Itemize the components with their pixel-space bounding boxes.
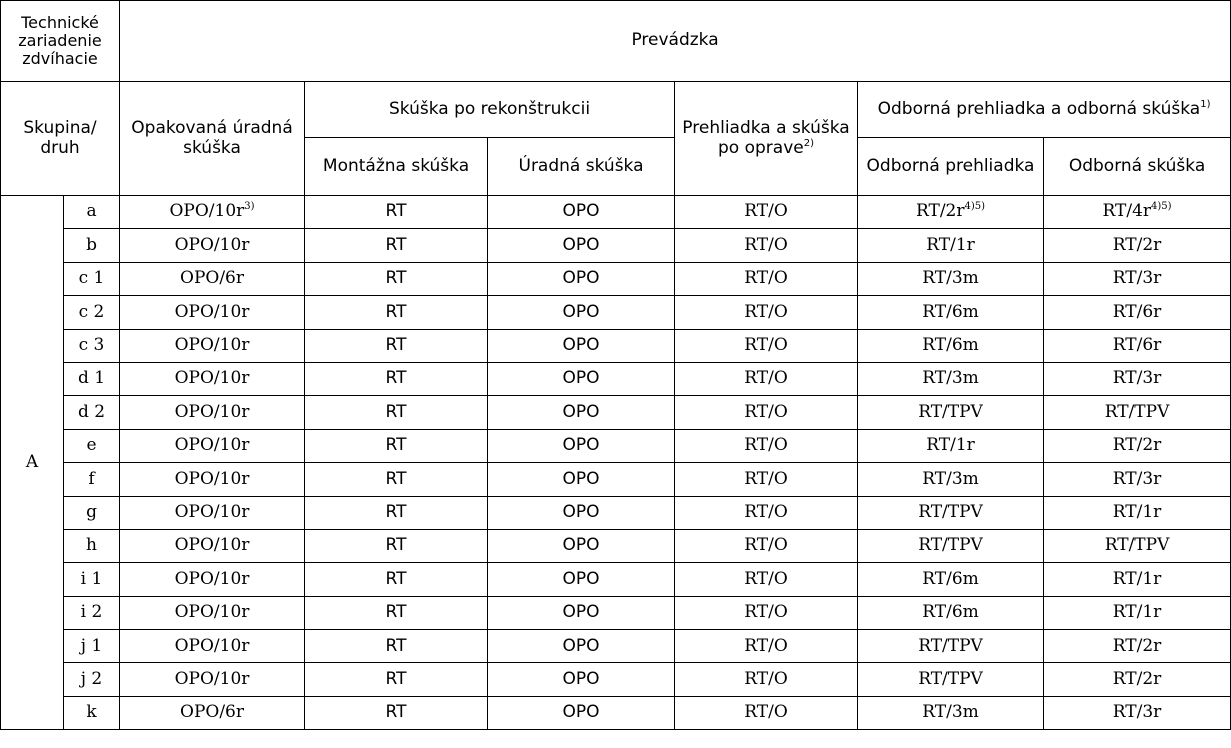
type-cell-value: c 3 bbox=[78, 334, 105, 355]
group-cell: A bbox=[1, 196, 64, 730]
test-cell bbox=[1044, 563, 1231, 596]
header-assembly-test: Montážna skúška bbox=[305, 138, 488, 196]
assembly-test-cell-value: RT bbox=[385, 368, 407, 389]
test-cell-value: RT/3r bbox=[1112, 468, 1162, 489]
repair-cell-value: RT/O bbox=[744, 401, 788, 422]
repeated-test-cell bbox=[120, 362, 305, 395]
repeated-test-cell bbox=[120, 696, 305, 729]
repair-cell-value: RT/O bbox=[744, 301, 788, 322]
repeated-test-cell bbox=[120, 262, 305, 295]
repeated-test-cell-value: OPO/10r bbox=[174, 535, 250, 556]
inspection-cell bbox=[858, 563, 1044, 596]
assembly-test-cell-value: RT bbox=[385, 568, 407, 589]
inspection-cell-value: RT/2r bbox=[915, 201, 965, 222]
assembly-test-cell-value: RT bbox=[385, 602, 407, 623]
inspection-cell bbox=[858, 463, 1044, 496]
repair-cell bbox=[675, 362, 858, 395]
table-row bbox=[1, 262, 1231, 295]
repeated-test-cell-value: OPO/6r bbox=[180, 702, 244, 723]
repair-cell bbox=[675, 496, 858, 529]
test-cell-value: RT/1r bbox=[1112, 568, 1162, 589]
inspection-cell bbox=[858, 429, 1044, 462]
assembly-test-cell bbox=[305, 396, 488, 429]
test-cell bbox=[1044, 362, 1231, 395]
type-cell-value: b bbox=[86, 234, 97, 255]
inspection-cell-value: RT/6m bbox=[922, 568, 979, 589]
inspection-cell bbox=[858, 630, 1044, 663]
table-row bbox=[1, 196, 1231, 229]
repair-cell bbox=[675, 630, 858, 663]
repeated-test-cell bbox=[120, 630, 305, 663]
type-cell bbox=[64, 262, 120, 295]
test-cell-value: RT/6r bbox=[1112, 301, 1162, 322]
repair-cell-value: RT/O bbox=[744, 368, 788, 389]
repeated-test-cell bbox=[120, 596, 305, 629]
table-row bbox=[1, 663, 1231, 696]
test-cell bbox=[1044, 196, 1231, 229]
test-cell bbox=[1044, 696, 1231, 729]
repair-cell bbox=[675, 196, 858, 229]
table-row bbox=[1, 362, 1231, 395]
header-group-type: Skupina/ druh bbox=[1, 82, 120, 196]
header-professional-test: Odborná skúška bbox=[1044, 138, 1231, 196]
assembly-test-cell-value: RT bbox=[385, 635, 407, 656]
repeated-test-cell-value: OPO/6r bbox=[180, 268, 244, 289]
table-row bbox=[1, 496, 1231, 529]
footnote-ref: 2) bbox=[803, 137, 814, 149]
type-cell-value: k bbox=[86, 702, 97, 723]
test-cell-value: RT/6r bbox=[1112, 334, 1162, 355]
type-cell-value: d 2 bbox=[77, 401, 106, 422]
test-cell bbox=[1044, 296, 1231, 329]
inspection-cell bbox=[858, 362, 1044, 395]
official-test-cell bbox=[488, 196, 675, 229]
type-cell bbox=[64, 362, 120, 395]
repeated-test-cell bbox=[120, 529, 305, 562]
assembly-test-cell bbox=[305, 630, 488, 663]
assembly-test-cell bbox=[305, 696, 488, 729]
inspection-cell bbox=[858, 496, 1044, 529]
repair-cell bbox=[675, 563, 858, 596]
inspection-cell-value: RT/3m bbox=[922, 468, 979, 489]
inspection-cell bbox=[858, 529, 1044, 562]
inspection-cell-value: RT/TPV bbox=[918, 535, 983, 556]
repeated-test-cell-value: OPO/10r bbox=[174, 234, 250, 255]
header-professional-group-label: Odborná prehliadka a odborná skúška bbox=[877, 98, 1201, 119]
assembly-test-cell-value: RT bbox=[385, 702, 407, 723]
table-row bbox=[1, 429, 1231, 462]
repeated-test-cell bbox=[120, 396, 305, 429]
inspection-cell-value: RT/TPV bbox=[918, 635, 983, 656]
type-cell bbox=[64, 529, 120, 562]
assembly-test-cell bbox=[305, 663, 488, 696]
inspection-cell bbox=[858, 229, 1044, 262]
assembly-test-cell-value: RT bbox=[385, 268, 407, 289]
type-cell bbox=[64, 696, 120, 729]
official-test-cell-value: OPO bbox=[562, 201, 600, 222]
repeated-test-cell-value: OPO/10r bbox=[174, 368, 250, 389]
table-row bbox=[1, 563, 1231, 596]
assembly-test-cell bbox=[305, 496, 488, 529]
test-cell-value: RT/1r bbox=[1112, 602, 1162, 623]
official-test-cell bbox=[488, 663, 675, 696]
official-test-cell-value: OPO bbox=[562, 368, 600, 389]
assembly-test-cell-value: RT bbox=[385, 501, 407, 522]
table-row bbox=[1, 463, 1231, 496]
footnote-ref: 3) bbox=[244, 201, 255, 213]
repeated-test-cell bbox=[120, 229, 305, 262]
repair-cell bbox=[675, 596, 858, 629]
repeated-test-cell bbox=[120, 296, 305, 329]
assembly-test-cell-value: RT bbox=[385, 668, 407, 689]
repeated-test-cell-value: OPO/10r bbox=[174, 602, 250, 623]
official-test-cell bbox=[488, 429, 675, 462]
test-cell bbox=[1044, 529, 1231, 562]
assembly-test-cell-value: RT bbox=[385, 535, 407, 556]
official-test-cell bbox=[488, 262, 675, 295]
inspection-cell bbox=[858, 296, 1044, 329]
inspection-cell bbox=[858, 329, 1044, 362]
test-cell bbox=[1044, 262, 1231, 295]
official-test-cell-value: OPO bbox=[562, 268, 600, 289]
footnote-ref: 4)5) bbox=[964, 201, 986, 213]
official-test-cell-value: OPO bbox=[562, 635, 600, 656]
table-row bbox=[1, 396, 1231, 429]
type-cell-value: c 1 bbox=[78, 268, 105, 289]
type-cell-value: a bbox=[86, 201, 97, 222]
repair-cell bbox=[675, 329, 858, 362]
inspection-cell-value: RT/1r bbox=[926, 435, 975, 456]
assembly-test-cell bbox=[305, 596, 488, 629]
table-row bbox=[1, 630, 1231, 663]
table-row bbox=[1, 696, 1231, 729]
type-cell-value: h bbox=[86, 535, 97, 556]
official-test-cell-value: OPO bbox=[562, 535, 600, 556]
repair-cell bbox=[675, 396, 858, 429]
official-test-cell-value: OPO bbox=[562, 401, 600, 422]
official-test-cell-value: OPO bbox=[562, 501, 600, 522]
test-cell bbox=[1044, 630, 1231, 663]
inspection-cell bbox=[858, 596, 1044, 629]
inspection-cell-value: RT/TPV bbox=[918, 401, 983, 422]
repair-cell-value: RT/O bbox=[744, 435, 788, 456]
test-cell bbox=[1044, 229, 1231, 262]
test-cell bbox=[1044, 429, 1231, 462]
type-cell bbox=[64, 429, 120, 462]
type-cell-value: d 1 bbox=[77, 368, 106, 389]
inspection-cell-value: RT/TPV bbox=[918, 668, 983, 689]
assembly-test-cell-value: RT bbox=[385, 334, 407, 355]
repair-cell bbox=[675, 229, 858, 262]
official-test-cell-value: OPO bbox=[562, 602, 600, 623]
official-test-cell bbox=[488, 396, 675, 429]
type-cell bbox=[64, 630, 120, 663]
assembly-test-cell-value: RT bbox=[385, 301, 407, 322]
inspection-cell-value: RT/3m bbox=[922, 702, 979, 723]
repeated-test-cell-value: OPO/10r bbox=[174, 501, 250, 522]
repair-cell-value: RT/O bbox=[744, 702, 788, 723]
repeated-test-cell-value: OPO/10r bbox=[174, 635, 250, 656]
type-cell-value: j 2 bbox=[80, 668, 103, 689]
footnote-ref: 1) bbox=[1200, 98, 1211, 110]
type-cell bbox=[64, 196, 120, 229]
official-test-cell-value: OPO bbox=[562, 702, 600, 723]
inspection-cell bbox=[858, 262, 1044, 295]
repeated-test-cell-value: OPO/10r bbox=[174, 334, 250, 355]
type-cell-value: j 1 bbox=[80, 635, 103, 656]
repeated-test-cell-value: OPO/10r bbox=[174, 668, 250, 689]
repeated-test-cell bbox=[120, 663, 305, 696]
repair-cell bbox=[675, 262, 858, 295]
test-cell-value: RT/3r bbox=[1112, 702, 1162, 723]
footnote-ref: 4)5) bbox=[1151, 201, 1172, 213]
inspection-cell bbox=[858, 196, 1044, 229]
test-cell-value: RT/2r bbox=[1112, 635, 1162, 656]
test-cell-value: RT/3r bbox=[1112, 368, 1162, 389]
assembly-test-cell bbox=[305, 463, 488, 496]
assembly-test-cell bbox=[305, 262, 488, 295]
header-operation: Prevádzka bbox=[120, 1, 1231, 82]
test-cell-value: RT/TPV bbox=[1104, 535, 1170, 556]
official-test-cell bbox=[488, 696, 675, 729]
header-professional-group bbox=[858, 82, 1231, 138]
type-cell bbox=[64, 329, 120, 362]
repair-cell-value: RT/O bbox=[744, 501, 788, 522]
repeated-test-cell-value: OPO/10r bbox=[169, 201, 245, 222]
type-cell-value: e bbox=[86, 435, 97, 456]
official-test-cell-value: OPO bbox=[562, 435, 600, 456]
assembly-test-cell-value: RT bbox=[385, 468, 407, 489]
test-cell-value: RT/2r bbox=[1112, 234, 1162, 255]
type-cell-value: c 2 bbox=[78, 301, 105, 322]
assembly-test-cell-value: RT bbox=[385, 401, 407, 422]
official-test-cell bbox=[488, 596, 675, 629]
type-cell-value: i 2 bbox=[80, 602, 103, 623]
repeated-test-cell-value: OPO/10r bbox=[174, 401, 250, 422]
repair-cell-value: RT/O bbox=[744, 334, 788, 355]
table-row bbox=[1, 329, 1231, 362]
assembly-test-cell-value: RT bbox=[385, 435, 407, 456]
official-test-cell bbox=[488, 296, 675, 329]
repair-cell bbox=[675, 663, 858, 696]
inspection-cell-value: RT/6m bbox=[922, 602, 979, 623]
repeated-test-cell-value: OPO/10r bbox=[174, 468, 250, 489]
table-row bbox=[1, 596, 1231, 629]
type-cell bbox=[64, 563, 120, 596]
test-cell-value: RT/4r bbox=[1102, 201, 1152, 222]
official-test-cell-value: OPO bbox=[562, 568, 600, 589]
assembly-test-cell bbox=[305, 196, 488, 229]
header-repeated-test: Opakovaná úradná skúška bbox=[120, 82, 305, 196]
repair-cell-value: RT/O bbox=[744, 568, 788, 589]
official-test-cell-value: OPO bbox=[562, 301, 600, 322]
assembly-test-cell bbox=[305, 362, 488, 395]
official-test-cell-value: OPO bbox=[562, 468, 600, 489]
header-inspection-after-repair-label: Prehliadka a skúška po oprave bbox=[682, 117, 850, 158]
type-cell bbox=[64, 596, 120, 629]
assembly-test-cell bbox=[305, 296, 488, 329]
repeated-test-cell bbox=[120, 196, 305, 229]
type-cell bbox=[64, 229, 120, 262]
repair-cell-value: RT/O bbox=[744, 201, 788, 222]
inspection-cell bbox=[858, 396, 1044, 429]
repeated-test-cell bbox=[120, 329, 305, 362]
table-row bbox=[1, 529, 1231, 562]
test-cell-value: RT/TPV bbox=[1104, 401, 1170, 422]
type-cell-value: g bbox=[86, 501, 97, 522]
assembly-test-cell-value: RT bbox=[385, 201, 407, 222]
test-cell bbox=[1044, 596, 1231, 629]
repair-cell bbox=[675, 463, 858, 496]
test-cell bbox=[1044, 663, 1231, 696]
repair-cell-value: RT/O bbox=[744, 234, 788, 255]
inspection-cell-value: RT/6m bbox=[922, 301, 979, 322]
official-test-cell bbox=[488, 362, 675, 395]
official-test-cell bbox=[488, 496, 675, 529]
header-tech-device: Technické zariadenie zdvíhacie bbox=[1, 1, 120, 82]
official-test-cell-value: OPO bbox=[562, 334, 600, 355]
official-test-cell-value: OPO bbox=[562, 234, 600, 255]
test-cell-value: RT/2r bbox=[1112, 435, 1162, 456]
assembly-test-cell bbox=[305, 529, 488, 562]
type-cell bbox=[64, 663, 120, 696]
test-cell-value: RT/3r bbox=[1112, 268, 1162, 289]
repair-cell-value: RT/O bbox=[744, 535, 788, 556]
test-cell bbox=[1044, 396, 1231, 429]
repair-cell-value: RT/O bbox=[744, 635, 788, 656]
inspection-cell bbox=[858, 663, 1044, 696]
repair-cell-value: RT/O bbox=[744, 668, 788, 689]
assembly-test-cell bbox=[305, 429, 488, 462]
official-test-cell bbox=[488, 229, 675, 262]
inspection-cell-value: RT/3m bbox=[922, 268, 979, 289]
assembly-test-cell bbox=[305, 563, 488, 596]
inspection-cell-value: RT/3m bbox=[922, 368, 979, 389]
repair-cell-value: RT/O bbox=[744, 602, 788, 623]
repeated-test-cell bbox=[120, 563, 305, 596]
repeated-test-cell-value: OPO/10r bbox=[174, 435, 250, 456]
inspection-cell-value: RT/6m bbox=[922, 334, 979, 355]
assembly-test-cell bbox=[305, 229, 488, 262]
repeated-test-cell bbox=[120, 496, 305, 529]
test-cell bbox=[1044, 496, 1231, 529]
type-cell bbox=[64, 496, 120, 529]
official-test-cell bbox=[488, 563, 675, 596]
type-cell-value: i 1 bbox=[80, 568, 103, 589]
type-cell-value: f bbox=[88, 468, 95, 489]
header-official-test: Úradná skúška bbox=[488, 138, 675, 196]
repair-cell bbox=[675, 296, 858, 329]
header-professional-inspection: Odborná prehliadka bbox=[858, 138, 1044, 196]
type-cell bbox=[64, 396, 120, 429]
repair-cell bbox=[675, 529, 858, 562]
repeated-test-cell-value: OPO/10r bbox=[174, 568, 250, 589]
test-cell-value: RT/2r bbox=[1112, 668, 1162, 689]
test-cell bbox=[1044, 463, 1231, 496]
repeated-test-cell bbox=[120, 463, 305, 496]
official-test-cell-value: OPO bbox=[562, 668, 600, 689]
header-inspection-after-repair bbox=[675, 82, 858, 196]
official-test-cell bbox=[488, 463, 675, 496]
header-after-reconstruction: Skúška po rekonštrukcii bbox=[305, 82, 675, 138]
assembly-test-cell-value: RT bbox=[385, 234, 407, 255]
repair-cell bbox=[675, 429, 858, 462]
table-row bbox=[1, 296, 1231, 329]
repeated-test-cell-value: OPO/10r bbox=[174, 301, 250, 322]
type-cell bbox=[64, 463, 120, 496]
inspection-cell bbox=[858, 696, 1044, 729]
table-row bbox=[1, 229, 1231, 262]
inspection-cell-value: RT/1r bbox=[926, 234, 975, 255]
official-test-cell bbox=[488, 529, 675, 562]
repair-cell bbox=[675, 696, 858, 729]
test-cell bbox=[1044, 329, 1231, 362]
official-test-cell bbox=[488, 329, 675, 362]
repair-cell-value: RT/O bbox=[744, 468, 788, 489]
repeated-test-cell bbox=[120, 429, 305, 462]
official-test-cell bbox=[488, 630, 675, 663]
type-cell bbox=[64, 296, 120, 329]
assembly-test-cell bbox=[305, 329, 488, 362]
inspection-cell-value: RT/TPV bbox=[918, 501, 983, 522]
repair-cell-value: RT/O bbox=[744, 268, 788, 289]
test-cell-value: RT/1r bbox=[1112, 501, 1162, 522]
